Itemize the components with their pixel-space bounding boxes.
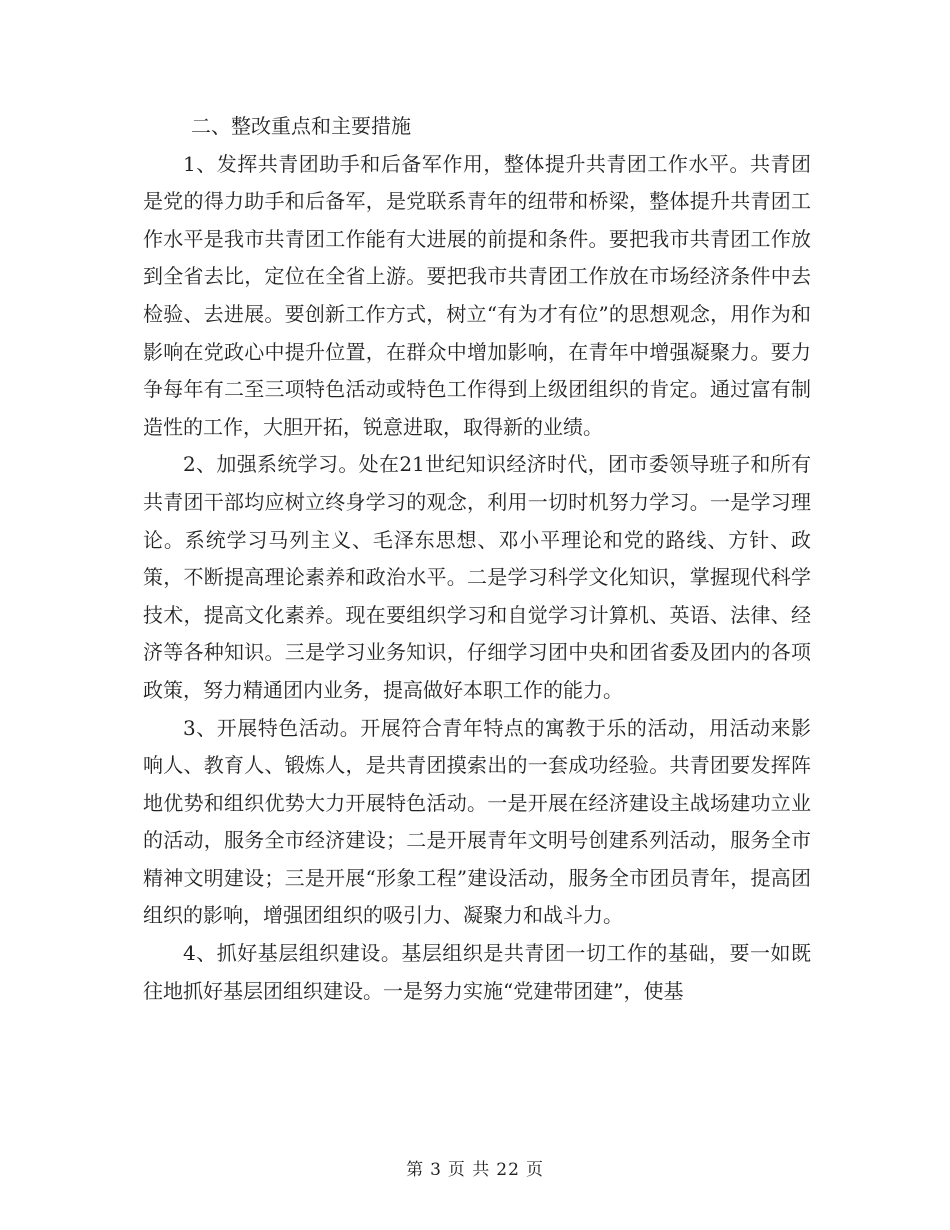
paragraph-2: 2、加强系统学习。处在21世纪知识经济时代，团市委领导班子和所有共青团干部均应树立终身学习的观念，利用一切时机努力学习。一是学习理论。系统学习马列主义、毛泽东思想、邓小平理论和党的路线、方针、政策，不断提高理论素养和政治水平。二是学习科学文化知识，掌握现代科学技术，提高文化素养。现在要组织学习和自觉学习计算机、英语、法律、经济等各种知识。三是学习业务知识，仔细学习团中央和团省委及团内的各项政策，努力精通团内业务，提高做好本职工作的能力。	[143, 452, 811, 702]
footer-middle: 页 共	[447, 1160, 491, 1180]
footer-total-pages: 22	[496, 1160, 520, 1180]
page-footer	[0, 1155, 950, 1180]
footer-current-page: 3	[430, 1160, 442, 1180]
document-body	[143, 108, 811, 1010]
footer-suffix: 页	[525, 1160, 544, 1180]
section-heading: 二、整改重点和主要措施	[191, 114, 411, 138]
paragraph-1: 1、发挥共青团助手和后备军作用，整体提升共青团工作水平。共青团是党的得力助手和后备军，是党联系青年的纽带和桥梁，整体提升共青团工作水平是我市共青团工作能有大进展的前提和条件。要把我市共青团工作放到全省去比，定位在全省上游。要把我市共青团工作放在市场经济条件中去检验、去进展。要创新工作方式，树立“有为才有位”的思想观念，用作为和影响在党政心中提升位置，在群众中增加影响，在青年中增强凝聚力。要力争每年有二至三项特色活动或特色工作得到上级团组织的肯定。通过富有制造性的工作，大胆开拓，锐意进取，取得新的业绩。	[143, 151, 811, 439]
paragraph-4: 4、抓好基层组织建设。基层组织是共青团一切工作的基础，要一如既往地抓好基层团组织建设。一是努力实施“党建带团建”，使基	[143, 941, 811, 1003]
footer-prefix: 第	[406, 1160, 425, 1180]
paragraph-3: 3、开展特色活动。开展符合青年特点的寓教于乐的活动，用活动来影响人、教育人、锻炼人，是共青团摸索出的一套成功经验。共青团要发挥阵地优势和组织优势大力开展特色活动。一是开展在经济建设主战场建功立业的活动，服务全市经济建设；二是开展青年文明号创建系列活动，服务全市精神文明建设；三是开展“形象工程”建设活动，服务全市团员青年，提高团组织的影响，增强团组织的吸引力、凝聚力和战斗力。	[143, 715, 811, 928]
